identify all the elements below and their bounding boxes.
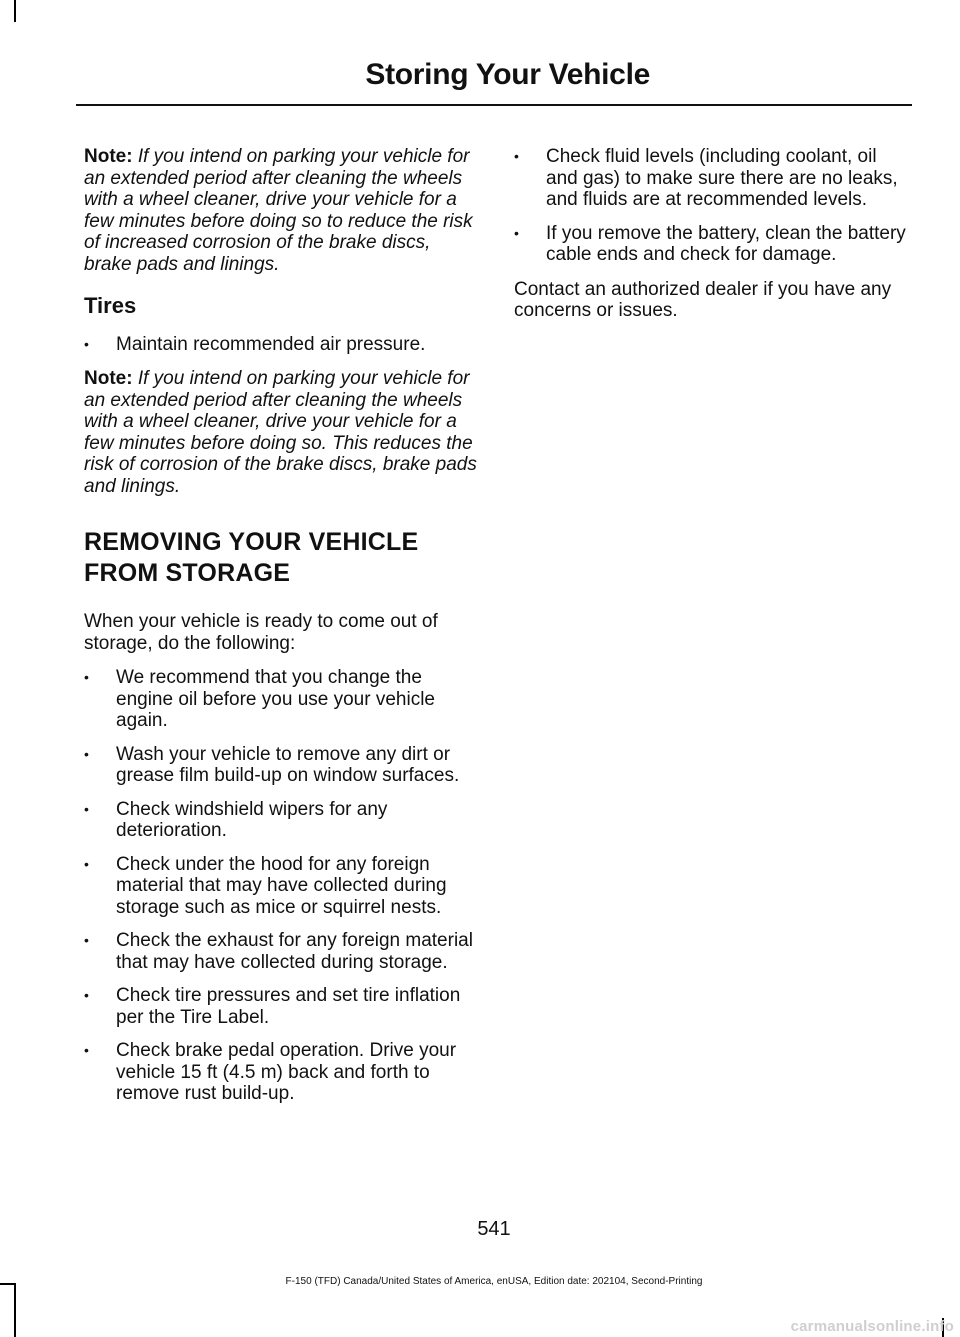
storage-removal-list — [84, 667, 479, 1105]
list-item: • Check fluid levels (including coolant, oil and gas) to make sure there are no leaks, and fluids are at recommended levels. — [514, 146, 909, 211]
page-title: Storing Your Vehicle — [365, 58, 650, 91]
list-item: • Check tire pressures and set tire inflation per the Tire Label. — [84, 985, 479, 1028]
note-paragraph — [84, 146, 479, 275]
left-column — [84, 146, 479, 1118]
list-item: • Check brake pedal operation. Drive your vehicle 15 ft (4.5 m) back and forth to remove rust build-up. — [84, 1040, 479, 1105]
note-paragraph — [84, 368, 479, 497]
crop-mark-top-left — [14, 0, 16, 22]
edition-footer: F-150 (TFD) Canada/United States of America, enUSA, Edition date: 202104, Second-Printing — [285, 1276, 703, 1287]
note-label: Note: — [84, 368, 133, 389]
crop-mark-bottom-left — [14, 1283, 16, 1337]
tires-heading: Tires — [84, 293, 137, 318]
page-number: 541 — [477, 1218, 511, 1240]
list-item: • Maintain recommended air pressure. — [84, 334, 479, 356]
list-item: • We recommend that you change the engine oil before you use your vehicle again. — [84, 667, 479, 732]
list-item: • Check windshield wipers for any deterioration. — [84, 799, 479, 842]
checks-list — [514, 146, 909, 266]
list-item: • Wash your vehicle to remove any dirt or grease film build-up on window surfaces. — [84, 744, 479, 787]
note-text: If you intend on parking your vehicle for an extended period after cleaning the wheels with a wheel cleaner, drive your vehicle for a few minutes before doing so. This reduces the risk of corrosion of the brake discs, brake pads and linings. — [84, 368, 477, 497]
note-label: Note: — [84, 146, 133, 167]
watermark: carmanualsonline.info — [790, 1318, 954, 1335]
tires-list — [84, 334, 479, 356]
section-heading: REMOVING YOUR VEHICLE FROM STORAGE — [84, 528, 419, 587]
intro-paragraph: When your vehicle is ready to come out of storage, do the following: — [84, 611, 438, 654]
closing-paragraph: Contact an authorized dealer if you have any concerns or issues. — [514, 278, 892, 321]
list-item: • Check under the hood for any foreign material that may have collected during storage such as mice or squirrel nests. — [84, 854, 479, 919]
note-text: If you intend on parking your vehicle for an extended period after cleaning the wheels with a wheel cleaner, drive your vehicle for a few minutes before doing so to reduce the risk of increased corrosion of the brake discs, brake pads and linings. — [84, 146, 473, 275]
header-divider — [76, 104, 912, 106]
list-item: • If you remove the battery, clean the battery cable ends and check for damage. — [514, 223, 909, 266]
right-column — [514, 146, 909, 335]
list-item: • Check the exhaust for any foreign material that may have collected during storage. — [84, 930, 479, 973]
